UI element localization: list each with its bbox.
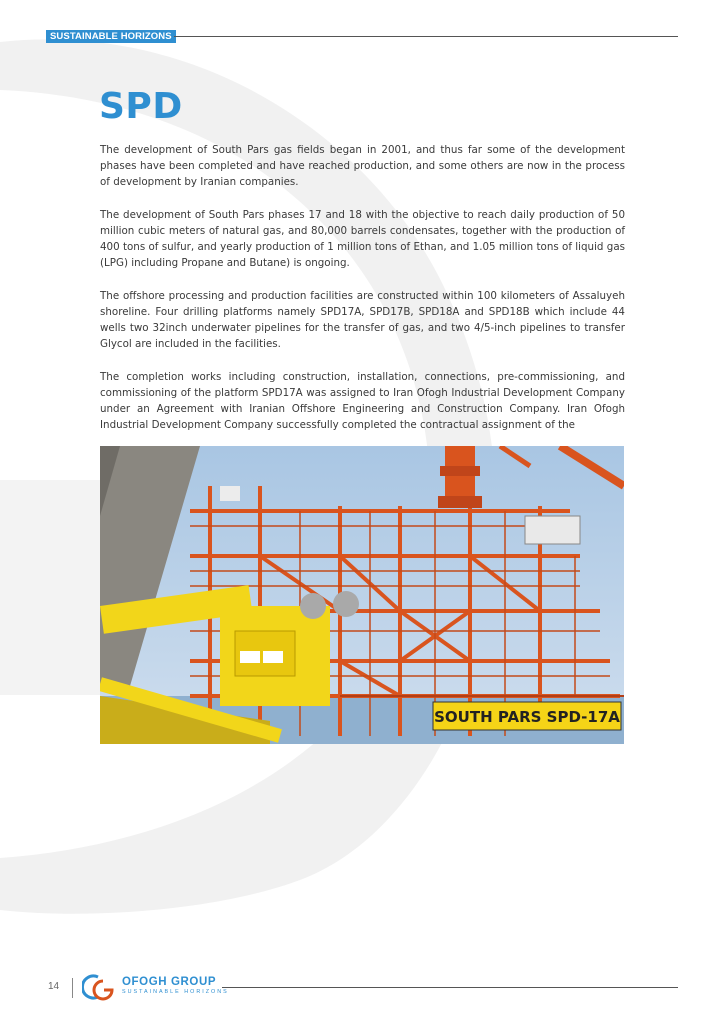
header-rule (174, 36, 678, 37)
paragraph: The development of South Pars gas fields began in 2001, and thus far some of the development phases have been completed and have reached production, and some others are now in the process of development by Iranian companies. (100, 144, 625, 189)
brand-tagline: SUSTAINABLE HORIZONS (122, 989, 229, 995)
offshore-platform-photo (100, 446, 624, 744)
page-title: SPD (99, 86, 183, 127)
footer-rule (222, 987, 678, 988)
ofogh-group-logo-icon (82, 973, 118, 1001)
paragraph: The offshore processing and production facilities are constructed within 100 kilometers of Assaluyeh shoreline. Four drilling platforms namely SPD17A, SPD17B, SPD18A and SPD18B which include 44 wells two 32inch underwater pipelines for the transfer of gas, and two 4/5-inch pipelines to transfer Glycol are included in the facilities. (100, 289, 625, 351)
page-header (46, 30, 678, 44)
paragraph: The completion works including construction, installation, connections, pre-commissioning, and commissioning of the platform SPD17A was assigned to Iran Ofogh Industrial Development Company under an Agreement with Iranian Offshore Engineering and Construction Company. Iran Ofogh Industrial Development Company successfully completed the contractual assignment of the (100, 370, 625, 432)
platform-sign-text: SOUTH PARS SPD-17A (434, 708, 620, 726)
brand-block (122, 976, 229, 996)
footer-divider (72, 978, 73, 998)
brand-name: OFOGH GROUP (122, 976, 217, 988)
page-footer (46, 970, 678, 1002)
section-tag: SUSTAINABLE HORIZONS (46, 30, 176, 43)
paragraph: The development of South Pars phases 17 and 18 with the objective to reach daily production of 50 million cubic meters of natural gas, and 80,000 barrels condensates, together with the production of 400 tons of sulfur, and yearly production of 1 million tons of Ethan, and 1.05 million tons of liquid gas (LPG) including Propane and Butane) is ongoing. (100, 208, 625, 270)
page-number: 14 (48, 981, 60, 992)
article-body (100, 142, 625, 450)
